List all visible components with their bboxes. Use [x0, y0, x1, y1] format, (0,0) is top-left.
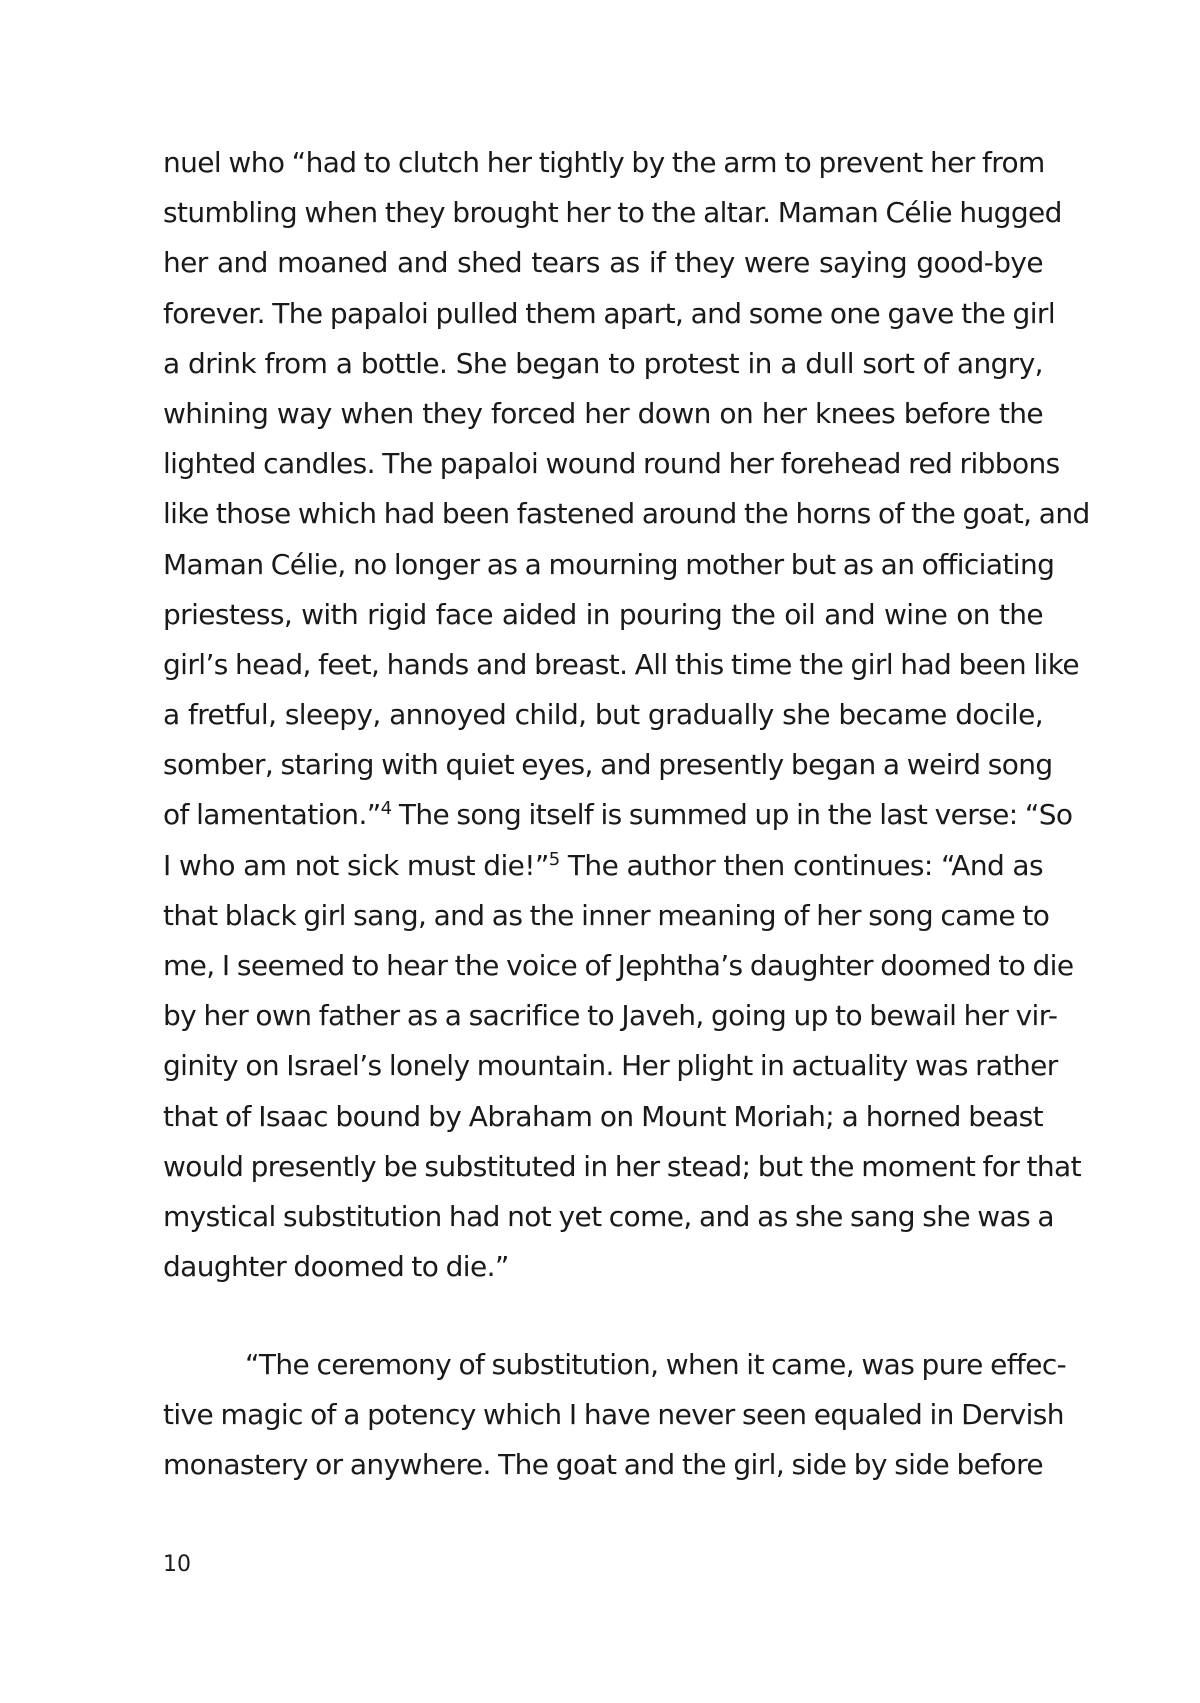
text-line: priestess, with rigid face aided in pouring the oil and wine on the	[163, 597, 1043, 631]
text-line: a fretful, sleepy, annoyed child, but gradually she became docile,	[163, 698, 1043, 732]
text-line: forever. The papaloi pulled them apart, and some one gave the girl	[163, 296, 1055, 330]
text-line-with-footnote-4: of lamentation.”$^4$ The song itself is summed up in the last verse: “So	[163, 798, 1073, 832]
text-line-paragraph-end: daughter doomed to die.”	[163, 1250, 509, 1284]
text-line: her and moaned and shed tears as if they were saying good-bye	[163, 246, 1043, 280]
page-number: 10	[163, 1552, 191, 1577]
paragraph-1	[163, 138, 1090, 1292]
text-line: tive magic of a potency which I have never seen equaled in Dervish	[163, 1398, 1064, 1432]
text-line-with-footnote-5: I who am not sick must die!”$^5$ The author then continues: “And as	[163, 848, 1043, 882]
text-line-indented: “The ceremony of substitution, when it came, was pure effec-	[245, 1348, 1067, 1381]
text-line: mystical substitution had not yet come, and as she sang she was a	[163, 1199, 1054, 1233]
text-line: would presently be substituted in her stead; but the moment for that	[163, 1149, 1081, 1183]
text-line: stumbling when they brought her to the altar. Maman Célie hugged	[163, 196, 1062, 230]
text-line: monastery or anywhere. The goat and the girl, side by side before	[163, 1448, 1043, 1482]
paragraph-2	[163, 1340, 1067, 1491]
text-line: that black girl sang, and as the inner meaning of her song came to	[163, 898, 1050, 932]
footnote-ref-5[interactable]: 5	[548, 848, 560, 870]
text-line: Maman Célie, no longer as a mourning mother but as an officiating	[163, 547, 1055, 581]
text-line: like those which had been fastened around the horns of the goat, and	[163, 497, 1090, 531]
text-line: by her own father as a sacrifice to Javeh, going up to bewail her vir-	[163, 999, 1058, 1033]
text-line: ginity on Israel’s lonely mountain. Her plight in actuality was rather	[163, 1049, 1058, 1083]
text-line: that of Isaac bound by Abraham on Mount Moriah; a horned beast	[163, 1099, 1043, 1133]
text-line: somber, staring with quiet eyes, and presently began a weird song	[163, 748, 1053, 782]
text-line: nuel who “had to clutch her tightly by the arm to prevent her from	[163, 146, 1045, 179]
footnote-ref-4[interactable]: 4	[380, 798, 392, 820]
text-line: a drink from a bottle. She began to protest in a dull sort of angry,	[163, 346, 1043, 380]
text-line: me, I seemed to hear the voice of Jephtha’s daughter doomed to die	[163, 949, 1074, 982]
text-line: girl’s head, feet, hands and breast. All this time the girl had been like	[163, 647, 1079, 681]
text-line: whining way when they forced her down on her knees before the	[163, 396, 1043, 430]
text-line: lighted candles. The papaloi wound round her forehead red ribbons	[163, 447, 1060, 481]
